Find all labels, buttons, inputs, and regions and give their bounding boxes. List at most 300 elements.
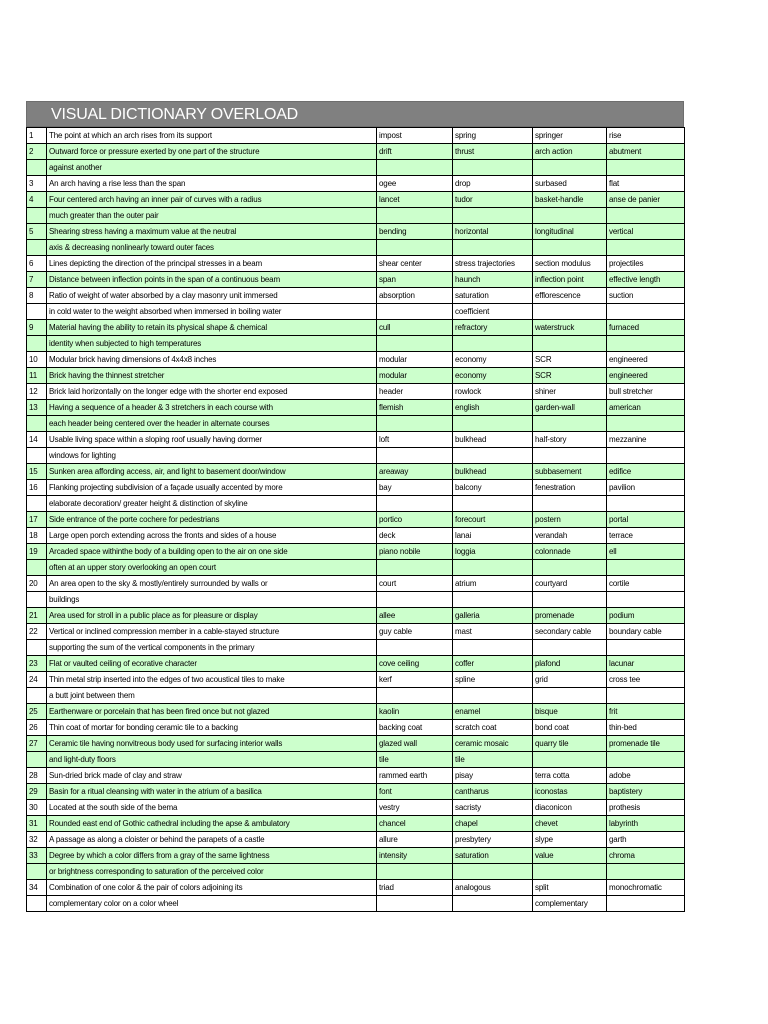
- row-number-cell[interactable]: 2: [27, 144, 47, 160]
- choice-d-cell[interactable]: monochromatic: [607, 880, 685, 896]
- definition-cell[interactable]: Having a sequence of a header & 3 stretchers in each course with: [47, 400, 377, 416]
- choice-a-cell[interactable]: kerf: [377, 672, 453, 688]
- row-number-cell[interactable]: [27, 416, 47, 432]
- choice-c-cell[interactable]: bisque: [533, 704, 607, 720]
- definition-cell[interactable]: axis & decreasing nonlinearly toward outer faces: [47, 240, 377, 256]
- definition-cell[interactable]: supporting the sum of the vertical components in the primary: [47, 640, 377, 656]
- definition-cell[interactable]: An arch having a rise less than the span: [47, 176, 377, 192]
- choice-d-cell[interactable]: terrace: [607, 528, 685, 544]
- choice-a-cell[interactable]: [377, 448, 453, 464]
- definition-cell[interactable]: Lines depicting the direction of the principal stresses in a beam: [47, 256, 377, 272]
- choice-b-cell[interactable]: [453, 560, 533, 576]
- choice-a-cell[interactable]: rammed earth: [377, 768, 453, 784]
- choice-d-cell[interactable]: ell: [607, 544, 685, 560]
- choice-c-cell[interactable]: diaconicon: [533, 800, 607, 816]
- row-number-cell[interactable]: [27, 752, 47, 768]
- choice-c-cell[interactable]: SCR: [533, 352, 607, 368]
- choice-c-cell[interactable]: iconostas: [533, 784, 607, 800]
- definition-cell[interactable]: Thin coat of mortar for bonding ceramic tile to a backing: [47, 720, 377, 736]
- choice-d-cell[interactable]: frit: [607, 704, 685, 720]
- choice-d-cell[interactable]: labyrinth: [607, 816, 685, 832]
- choice-a-cell[interactable]: [377, 208, 453, 224]
- choice-c-cell[interactable]: colonnade: [533, 544, 607, 560]
- definition-cell[interactable]: Large open porch extending across the fronts and sides of a house: [47, 528, 377, 544]
- choice-a-cell[interactable]: font: [377, 784, 453, 800]
- choice-d-cell[interactable]: [607, 592, 685, 608]
- choice-b-cell[interactable]: chapel: [453, 816, 533, 832]
- choice-c-cell[interactable]: garden-wall: [533, 400, 607, 416]
- choice-a-cell[interactable]: [377, 240, 453, 256]
- choice-b-cell[interactable]: thrust: [453, 144, 533, 160]
- definition-cell[interactable]: Four centered arch having an inner pair of curves with a radius: [47, 192, 377, 208]
- row-number-cell[interactable]: 8: [27, 288, 47, 304]
- definition-cell[interactable]: Arcaded space withinthe body of a building open to the air on one side: [47, 544, 377, 560]
- choice-b-cell[interactable]: enamel: [453, 704, 533, 720]
- row-number-cell[interactable]: 9: [27, 320, 47, 336]
- table-row: [27, 880, 685, 896]
- row-number-cell[interactable]: 20: [27, 576, 47, 592]
- row-number-cell[interactable]: [27, 688, 47, 704]
- choice-a-cell[interactable]: [377, 896, 453, 912]
- definition-cell[interactable]: Basin for a ritual cleansing with water in the atrium of a basilica: [47, 784, 377, 800]
- choice-d-cell[interactable]: flat: [607, 176, 685, 192]
- choice-c-cell[interactable]: terra cotta: [533, 768, 607, 784]
- definition-cell[interactable]: in cold water to the weight absorbed when immersed in boiling water: [47, 304, 377, 320]
- row-number-cell[interactable]: 16: [27, 480, 47, 496]
- choice-c-cell[interactable]: half-story: [533, 432, 607, 448]
- choice-d-cell[interactable]: [607, 752, 685, 768]
- choice-d-cell[interactable]: edifice: [607, 464, 685, 480]
- definition-cell[interactable]: Usable living space within a sloping roof usually having dormer: [47, 432, 377, 448]
- row-number-cell[interactable]: 11: [27, 368, 47, 384]
- choice-c-cell[interactable]: section modulus: [533, 256, 607, 272]
- choice-b-cell[interactable]: horizontal: [453, 224, 533, 240]
- choice-c-cell[interactable]: inflection point: [533, 272, 607, 288]
- row-number-cell[interactable]: 27: [27, 736, 47, 752]
- choice-c-cell[interactable]: grid: [533, 672, 607, 688]
- definition-cell[interactable]: Brick laid horizontally on the longer edge with the shorter end exposed: [47, 384, 377, 400]
- choice-b-cell[interactable]: [453, 336, 533, 352]
- choice-b-cell[interactable]: [453, 240, 533, 256]
- choice-d-cell[interactable]: cortile: [607, 576, 685, 592]
- choice-b-cell[interactable]: galleria: [453, 608, 533, 624]
- choice-b-cell[interactable]: [453, 416, 533, 432]
- choice-b-cell[interactable]: [453, 592, 533, 608]
- definition-cell[interactable]: against another: [47, 160, 377, 176]
- row-number-cell[interactable]: [27, 896, 47, 912]
- choice-c-cell[interactable]: fenestration: [533, 480, 607, 496]
- row-number-cell[interactable]: [27, 560, 47, 576]
- row-number-cell[interactable]: [27, 208, 47, 224]
- definition-cell[interactable]: Brick having the thinnest stretcher: [47, 368, 377, 384]
- choice-b-cell[interactable]: spline: [453, 672, 533, 688]
- definition-cell[interactable]: Flat or vaulted ceiling of ecorative character: [47, 656, 377, 672]
- choice-c-cell[interactable]: [533, 640, 607, 656]
- row-number-cell[interactable]: 32: [27, 832, 47, 848]
- choice-a-cell[interactable]: portico: [377, 512, 453, 528]
- choice-d-cell[interactable]: pavilion: [607, 480, 685, 496]
- choice-b-cell[interactable]: cantharus: [453, 784, 533, 800]
- choice-c-cell[interactable]: [533, 448, 607, 464]
- choice-d-cell[interactable]: furnaced: [607, 320, 685, 336]
- choice-c-cell[interactable]: longitudinal: [533, 224, 607, 240]
- choice-c-cell[interactable]: [533, 336, 607, 352]
- row-number-cell[interactable]: [27, 640, 47, 656]
- row-number-cell[interactable]: 1: [27, 128, 47, 144]
- choice-d-cell[interactable]: effective length: [607, 272, 685, 288]
- choice-a-cell[interactable]: impost: [377, 128, 453, 144]
- definition-cell[interactable]: An area open to the sky & mostly/entirely surrounded by walls or: [47, 576, 377, 592]
- choice-b-cell[interactable]: [453, 208, 533, 224]
- definition-cell[interactable]: Earthenware or porcelain that has been fired once but not glazed: [47, 704, 377, 720]
- choice-a-cell[interactable]: [377, 416, 453, 432]
- choice-b-cell[interactable]: tile: [453, 752, 533, 768]
- choice-c-cell[interactable]: [533, 560, 607, 576]
- choice-a-cell[interactable]: court: [377, 576, 453, 592]
- definition-cell[interactable]: complementary color on a color wheel: [47, 896, 377, 912]
- choice-d-cell[interactable]: boundary cable: [607, 624, 685, 640]
- row-number-cell[interactable]: [27, 496, 47, 512]
- choice-b-cell[interactable]: bulkhead: [453, 464, 533, 480]
- choice-c-cell[interactable]: shiner: [533, 384, 607, 400]
- choice-b-cell[interactable]: [453, 496, 533, 512]
- choice-d-cell[interactable]: [607, 640, 685, 656]
- definition-cell[interactable]: Side entrance of the porte cochere for pedestrians: [47, 512, 377, 528]
- choice-d-cell[interactable]: engineered: [607, 368, 685, 384]
- row-number-cell[interactable]: 13: [27, 400, 47, 416]
- choice-d-cell[interactable]: podium: [607, 608, 685, 624]
- choice-b-cell[interactable]: [453, 640, 533, 656]
- choice-b-cell[interactable]: saturation: [453, 288, 533, 304]
- definition-cell[interactable]: Material having the ability to retain its physical shape & chemical: [47, 320, 377, 336]
- choice-b-cell[interactable]: haunch: [453, 272, 533, 288]
- row-number-cell[interactable]: 21: [27, 608, 47, 624]
- choice-d-cell[interactable]: [607, 864, 685, 880]
- choice-d-cell[interactable]: lacunar: [607, 656, 685, 672]
- choice-a-cell[interactable]: shear center: [377, 256, 453, 272]
- choice-a-cell[interactable]: kaolin: [377, 704, 453, 720]
- row-number-cell[interactable]: 6: [27, 256, 47, 272]
- choice-c-cell[interactable]: plafond: [533, 656, 607, 672]
- choice-d-cell[interactable]: prothesis: [607, 800, 685, 816]
- choice-d-cell[interactable]: [607, 304, 685, 320]
- choice-a-cell[interactable]: triad: [377, 880, 453, 896]
- choice-c-cell[interactable]: chevet: [533, 816, 607, 832]
- definition-cell[interactable]: Rounded east end of Gothic cathedral including the apse & ambulatory: [47, 816, 377, 832]
- choice-d-cell[interactable]: cross tee: [607, 672, 685, 688]
- choice-b-cell[interactable]: coefficient: [453, 304, 533, 320]
- definition-cell[interactable]: Area used for stroll in a public place as for pleasure or display: [47, 608, 377, 624]
- choice-d-cell[interactable]: suction: [607, 288, 685, 304]
- definition-cell[interactable]: elaborate decoration/ greater height & distinction of skyline: [47, 496, 377, 512]
- choice-c-cell[interactable]: [533, 240, 607, 256]
- sheet-title: VISUAL DICTIONARY OVERLOAD: [26, 101, 684, 127]
- choice-a-cell[interactable]: piano nobile: [377, 544, 453, 560]
- choice-d-cell[interactable]: [607, 160, 685, 176]
- row-number-cell[interactable]: 12: [27, 384, 47, 400]
- choice-b-cell[interactable]: analogous: [453, 880, 533, 896]
- definition-cell[interactable]: Sun-dried brick made of clay and straw: [47, 768, 377, 784]
- choice-a-cell[interactable]: modular: [377, 368, 453, 384]
- choice-d-cell[interactable]: bull stretcher: [607, 384, 685, 400]
- choice-a-cell[interactable]: [377, 688, 453, 704]
- choice-d-cell[interactable]: projectiles: [607, 256, 685, 272]
- definition-cell[interactable]: buildings: [47, 592, 377, 608]
- row-number-cell[interactable]: 23: [27, 656, 47, 672]
- row-number-cell[interactable]: 22: [27, 624, 47, 640]
- choice-b-cell[interactable]: scratch coat: [453, 720, 533, 736]
- choice-a-cell[interactable]: ogee: [377, 176, 453, 192]
- choice-b-cell[interactable]: [453, 896, 533, 912]
- choice-d-cell[interactable]: american: [607, 400, 685, 416]
- choice-b-cell[interactable]: loggia: [453, 544, 533, 560]
- row-number-cell[interactable]: 28: [27, 768, 47, 784]
- choice-a-cell[interactable]: deck: [377, 528, 453, 544]
- choice-b-cell[interactable]: economy: [453, 368, 533, 384]
- choice-a-cell[interactable]: drift: [377, 144, 453, 160]
- choice-b-cell[interactable]: bulkhead: [453, 432, 533, 448]
- choice-a-cell[interactable]: span: [377, 272, 453, 288]
- choice-d-cell[interactable]: mezzanine: [607, 432, 685, 448]
- choice-b-cell[interactable]: [453, 160, 533, 176]
- definition-cell[interactable]: Ratio of weight of water absorbed by a clay masonry unit immersed: [47, 288, 377, 304]
- choice-d-cell[interactable]: [607, 240, 685, 256]
- choice-a-cell[interactable]: guy cable: [377, 624, 453, 640]
- choice-b-cell[interactable]: [453, 864, 533, 880]
- choice-d-cell[interactable]: portal: [607, 512, 685, 528]
- choice-b-cell[interactable]: drop: [453, 176, 533, 192]
- choice-b-cell[interactable]: english: [453, 400, 533, 416]
- choice-c-cell[interactable]: secondary cable: [533, 624, 607, 640]
- choice-c-cell[interactable]: [533, 304, 607, 320]
- choice-d-cell[interactable]: [607, 208, 685, 224]
- spreadsheet: [26, 101, 684, 912]
- choice-a-cell[interactable]: cove ceiling: [377, 656, 453, 672]
- choice-c-cell[interactable]: complementary: [533, 896, 607, 912]
- row-number-cell[interactable]: [27, 864, 47, 880]
- choice-c-cell[interactable]: slype: [533, 832, 607, 848]
- choice-a-cell[interactable]: [377, 304, 453, 320]
- choice-a-cell[interactable]: [377, 496, 453, 512]
- choice-a-cell[interactable]: allee: [377, 608, 453, 624]
- row-number-cell[interactable]: [27, 240, 47, 256]
- definition-cell[interactable]: Thin metal strip inserted into the edges of two acoustical tiles to make: [47, 672, 377, 688]
- choice-a-cell[interactable]: [377, 160, 453, 176]
- row-number-cell[interactable]: 18: [27, 528, 47, 544]
- choice-a-cell[interactable]: modular: [377, 352, 453, 368]
- choice-b-cell[interactable]: sacristy: [453, 800, 533, 816]
- row-number-cell[interactable]: 7: [27, 272, 47, 288]
- choice-c-cell[interactable]: SCR: [533, 368, 607, 384]
- choice-a-cell[interactable]: vestry: [377, 800, 453, 816]
- definition-cell[interactable]: or brightness corresponding to saturation of the perceived color: [47, 864, 377, 880]
- row-number-cell[interactable]: 15: [27, 464, 47, 480]
- definition-cell[interactable]: Degree by which a color differs from a gray of the same lightness: [47, 848, 377, 864]
- choice-c-cell[interactable]: subbasement: [533, 464, 607, 480]
- row-number-cell[interactable]: 17: [27, 512, 47, 528]
- choice-c-cell[interactable]: [533, 416, 607, 432]
- choice-d-cell[interactable]: promenade tile: [607, 736, 685, 752]
- definition-cell[interactable]: windows for lighting: [47, 448, 377, 464]
- choice-d-cell[interactable]: adobe: [607, 768, 685, 784]
- choice-d-cell[interactable]: thin-bed: [607, 720, 685, 736]
- choice-b-cell[interactable]: lanai: [453, 528, 533, 544]
- definition-cell[interactable]: Shearing stress having a maximum value at the neutral: [47, 224, 377, 240]
- choice-b-cell[interactable]: atrium: [453, 576, 533, 592]
- choice-a-cell[interactable]: backing coat: [377, 720, 453, 736]
- table-row: [27, 416, 685, 432]
- choice-b-cell[interactable]: [453, 448, 533, 464]
- choice-d-cell[interactable]: [607, 688, 685, 704]
- row-number-cell[interactable]: [27, 304, 47, 320]
- choice-c-cell[interactable]: [533, 160, 607, 176]
- choice-c-cell[interactable]: promenade: [533, 608, 607, 624]
- choice-d-cell[interactable]: rise: [607, 128, 685, 144]
- choice-c-cell[interactable]: bond coat: [533, 720, 607, 736]
- definition-cell[interactable]: much greater than the outer pair: [47, 208, 377, 224]
- row-number-cell[interactable]: 10: [27, 352, 47, 368]
- choice-a-cell[interactable]: areaway: [377, 464, 453, 480]
- choice-d-cell[interactable]: [607, 560, 685, 576]
- choice-b-cell[interactable]: forecourt: [453, 512, 533, 528]
- choice-c-cell[interactable]: [533, 496, 607, 512]
- row-number-cell[interactable]: 30: [27, 800, 47, 816]
- choice-d-cell[interactable]: [607, 896, 685, 912]
- definition-cell[interactable]: Sunken area affording access, air, and light to basement door/window: [47, 464, 377, 480]
- choice-b-cell[interactable]: [453, 688, 533, 704]
- choice-c-cell[interactable]: surbased: [533, 176, 607, 192]
- row-number-cell[interactable]: 3: [27, 176, 47, 192]
- definition-cell[interactable]: Vertical or inclined compression member in a cable-stayed structure: [47, 624, 377, 640]
- choice-c-cell[interactable]: [533, 752, 607, 768]
- definition-cell[interactable]: identity when subjected to high temperatures: [47, 336, 377, 352]
- choice-d-cell[interactable]: anse de panier: [607, 192, 685, 208]
- choice-b-cell[interactable]: saturation: [453, 848, 533, 864]
- row-number-cell[interactable]: [27, 336, 47, 352]
- choice-d-cell[interactable]: chroma: [607, 848, 685, 864]
- definition-cell[interactable]: The point at which an arch rises from its support: [47, 128, 377, 144]
- choice-c-cell[interactable]: springer: [533, 128, 607, 144]
- row-number-cell[interactable]: 4: [27, 192, 47, 208]
- choice-d-cell[interactable]: baptistery: [607, 784, 685, 800]
- definition-cell[interactable]: often at an upper story overlooking an open court: [47, 560, 377, 576]
- choice-b-cell[interactable]: presbytery: [453, 832, 533, 848]
- choice-b-cell[interactable]: rowlock: [453, 384, 533, 400]
- choice-c-cell[interactable]: arch action: [533, 144, 607, 160]
- choice-a-cell[interactable]: [377, 640, 453, 656]
- definition-cell[interactable]: Distance between inflection points in the span of a continuous beam: [47, 272, 377, 288]
- row-number-cell[interactable]: 26: [27, 720, 47, 736]
- row-number-cell[interactable]: [27, 592, 47, 608]
- definition-cell[interactable]: a butt joint between them: [47, 688, 377, 704]
- choice-a-cell[interactable]: [377, 336, 453, 352]
- table-row: [27, 624, 685, 640]
- row-number-cell[interactable]: 31: [27, 816, 47, 832]
- table-row: [27, 752, 685, 768]
- choice-b-cell[interactable]: pisay: [453, 768, 533, 784]
- choice-c-cell[interactable]: [533, 864, 607, 880]
- choice-a-cell[interactable]: flemish: [377, 400, 453, 416]
- choice-c-cell[interactable]: waterstruck: [533, 320, 607, 336]
- choice-d-cell[interactable]: garth: [607, 832, 685, 848]
- row-number-cell[interactable]: 14: [27, 432, 47, 448]
- choice-b-cell[interactable]: economy: [453, 352, 533, 368]
- choice-a-cell[interactable]: tile: [377, 752, 453, 768]
- definition-cell[interactable]: Ceramic tile having nonvitreous body used for surfacing interior walls: [47, 736, 377, 752]
- choice-b-cell[interactable]: ceramic mosaic: [453, 736, 533, 752]
- definition-cell[interactable]: Outward force or pressure exerted by one part of the structure: [47, 144, 377, 160]
- definition-cell[interactable]: and light-duty floors: [47, 752, 377, 768]
- choice-b-cell[interactable]: balcony: [453, 480, 533, 496]
- choice-d-cell[interactable]: [607, 448, 685, 464]
- choice-a-cell[interactable]: [377, 864, 453, 880]
- row-number-cell[interactable]: 29: [27, 784, 47, 800]
- choice-c-cell[interactable]: verandah: [533, 528, 607, 544]
- row-number-cell[interactable]: 34: [27, 880, 47, 896]
- choice-c-cell[interactable]: value: [533, 848, 607, 864]
- definition-cell[interactable]: Located at the south side of the bema: [47, 800, 377, 816]
- choice-a-cell[interactable]: loft: [377, 432, 453, 448]
- row-number-cell[interactable]: [27, 448, 47, 464]
- choice-a-cell[interactable]: glazed wall: [377, 736, 453, 752]
- definition-cell[interactable]: Combination of one color & the pair of colors adjoining its: [47, 880, 377, 896]
- definition-cell[interactable]: A passage as along a cloister or behind the parapets of a castle: [47, 832, 377, 848]
- choice-a-cell[interactable]: chancel: [377, 816, 453, 832]
- choice-a-cell[interactable]: intensity: [377, 848, 453, 864]
- choice-c-cell[interactable]: postern: [533, 512, 607, 528]
- choice-c-cell[interactable]: courtyard: [533, 576, 607, 592]
- choice-a-cell[interactable]: cull: [377, 320, 453, 336]
- choice-b-cell[interactable]: mast: [453, 624, 533, 640]
- definition-cell[interactable]: each header being centered over the header in alternate courses: [47, 416, 377, 432]
- choice-b-cell[interactable]: coffer: [453, 656, 533, 672]
- choice-a-cell[interactable]: [377, 592, 453, 608]
- choice-d-cell[interactable]: vertical: [607, 224, 685, 240]
- choice-a-cell[interactable]: bending: [377, 224, 453, 240]
- choice-d-cell[interactable]: [607, 496, 685, 512]
- choice-d-cell[interactable]: [607, 416, 685, 432]
- choice-b-cell[interactable]: refractory: [453, 320, 533, 336]
- choice-a-cell[interactable]: absorption: [377, 288, 453, 304]
- choice-a-cell[interactable]: header: [377, 384, 453, 400]
- row-number-cell[interactable]: [27, 160, 47, 176]
- choice-b-cell[interactable]: stress trajectories: [453, 256, 533, 272]
- choice-c-cell[interactable]: quarry tile: [533, 736, 607, 752]
- definition-cell[interactable]: Flanking projecting subdivision of a façade usually accented by more: [47, 480, 377, 496]
- choice-a-cell[interactable]: allure: [377, 832, 453, 848]
- choice-d-cell[interactable]: abutment: [607, 144, 685, 160]
- choice-c-cell[interactable]: efflorescence: [533, 288, 607, 304]
- row-number-cell[interactable]: 5: [27, 224, 47, 240]
- definition-cell[interactable]: Modular brick having dimensions of 4x4x8 inches: [47, 352, 377, 368]
- row-number-cell[interactable]: 25: [27, 704, 47, 720]
- row-number-cell[interactable]: 24: [27, 672, 47, 688]
- choice-c-cell[interactable]: split: [533, 880, 607, 896]
- choice-d-cell[interactable]: engineered: [607, 352, 685, 368]
- choice-a-cell[interactable]: bay: [377, 480, 453, 496]
- row-number-cell[interactable]: 33: [27, 848, 47, 864]
- choice-d-cell[interactable]: [607, 336, 685, 352]
- choice-a-cell[interactable]: [377, 560, 453, 576]
- choice-c-cell[interactable]: basket-handle: [533, 192, 607, 208]
- choice-c-cell[interactable]: [533, 688, 607, 704]
- row-number-cell[interactable]: 19: [27, 544, 47, 560]
- choice-b-cell[interactable]: spring: [453, 128, 533, 144]
- choice-b-cell[interactable]: tudor: [453, 192, 533, 208]
- choice-c-cell[interactable]: [533, 592, 607, 608]
- choice-c-cell[interactable]: [533, 208, 607, 224]
- choice-a-cell[interactable]: lancet: [377, 192, 453, 208]
